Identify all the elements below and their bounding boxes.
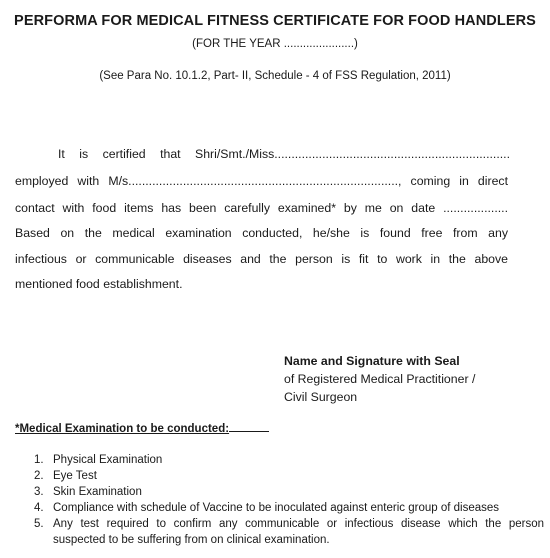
list-item-number: 3. [34, 486, 44, 498]
regulation-reference: (See Para No. 10.1.2, Part- II, Schedule - 4 of FSS Regulation, 2011) [99, 70, 451, 82]
list-item [34, 452, 544, 468]
examination-list [34, 452, 544, 548]
list-item-number: 2. [34, 470, 44, 482]
list-item-number: 5. [34, 518, 44, 530]
list-item-text: Compliance with schedule of Vaccine to be inoculated against enteric group of diseases [53, 502, 500, 514]
certificate-line-fitness: infectious or communicable diseases and the person is fit to work in the above [15, 252, 508, 266]
signature-surgeon: Civil Surgeon [284, 390, 358, 404]
heading-underline-extension [229, 422, 269, 432]
list-item [34, 484, 544, 500]
year-subtitle: (FOR THE YEAR ......................) [192, 38, 358, 50]
certificate-line-examined: contact with food items has been carefully examined* by me on date ................... [15, 201, 508, 215]
certificate-line-employer: employed with M/s..............................................................................., coming in direct [15, 174, 508, 188]
list-item-text: Eye Test [53, 470, 97, 482]
list-item-text: Physical Examination [53, 454, 163, 466]
signature-block [284, 352, 475, 406]
list-item [34, 500, 544, 516]
signature-title: Name and Signature with Seal [284, 354, 460, 368]
examination-heading-text: *Medical Examination to be conducted: [15, 423, 230, 435]
list-item-text: Skin Examination [53, 486, 142, 498]
certificate-line-name: It is certified that Shri/Smt./Miss..................................................................... [58, 147, 510, 161]
list-item-number: 4. [34, 502, 44, 514]
list-item-number: 1. [34, 454, 44, 466]
list-item [34, 516, 544, 548]
certificate-line-establishment: mentioned food establishment. [15, 277, 183, 291]
certificate-title: PERFORMA FOR MEDICAL FITNESS CERTIFICATE FOR FOOD HANDLERS [14, 13, 536, 29]
examination-heading [15, 422, 269, 435]
certificate-line-basis: Based on the medical examination conducted, he/she is found free from any [15, 226, 508, 240]
list-item [34, 468, 544, 484]
list-item-text: Any test required to confirm any communicable or infectious disease which the person suspected to be suffering from on clinical examination. [53, 518, 544, 546]
signature-practitioner: of Registered Medical Practitioner / [284, 372, 476, 386]
